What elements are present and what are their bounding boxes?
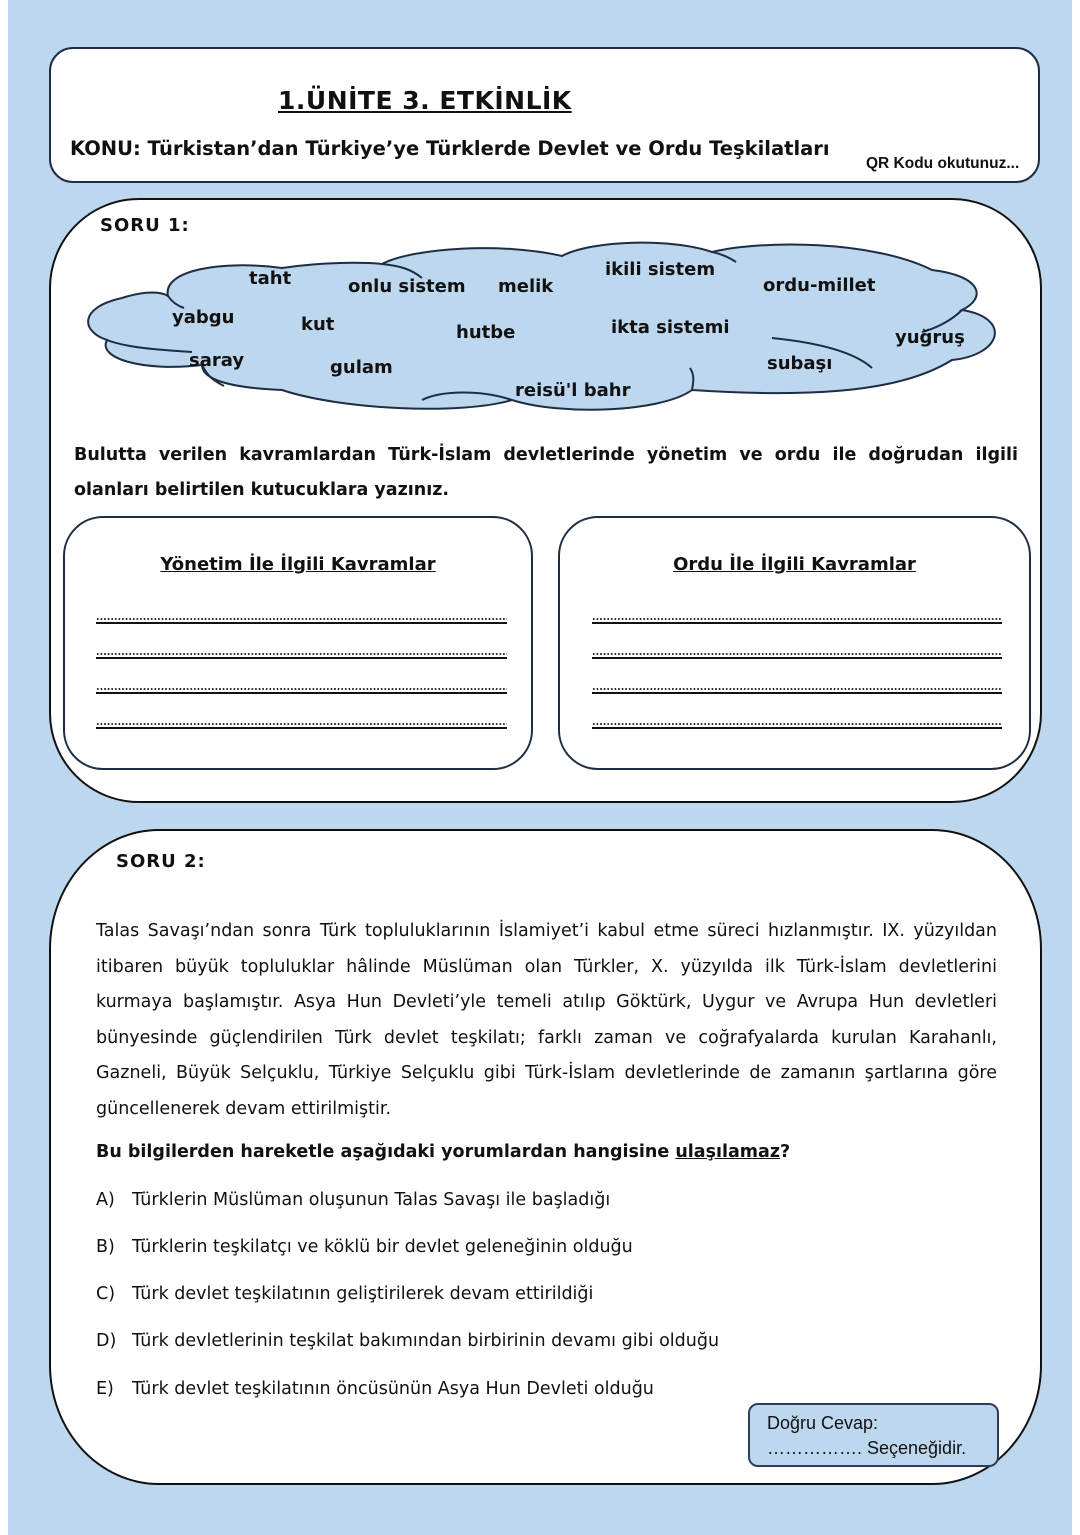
question-stem-prefix: Bu bilgilerden hareketle aşağıdaki yorumlardan hangisine [96,1142,676,1162]
option-c[interactable] [96,1284,593,1304]
answer-line[interactable] [592,727,1002,729]
option-e[interactable] [96,1379,654,1399]
option-letter: D) [96,1331,117,1351]
answer-line[interactable] [96,692,507,694]
army-box-title: Ordu İle İlgili Kavramlar [673,554,916,575]
option-text: Türklerin Müslüman oluşunun Talas Savaşı ile başladığı [132,1190,611,1210]
cloud-word: gulam [330,357,393,378]
answer-line[interactable] [592,657,1002,659]
cloud-word: kut [301,314,335,335]
cloud-word: onlu sistem [348,276,466,297]
option-d[interactable] [96,1331,719,1351]
question-2-stem [96,1142,790,1162]
cloud-word: taht [249,268,292,289]
correct-answer-blank: ……………. Seçeneğidir. [767,1438,967,1458]
correct-answer-card[interactable] [748,1403,999,1467]
correct-answer-label: Doğru Cevap: [767,1413,879,1433]
cloud-word: ikili sistem [605,259,716,280]
question-1-instruction: Bulutta verilen kavramlardan Türk-İslam devletlerinde yönetim ve ordu ile doğrudan ilgili olanları belirtilen kutucuklara yazınız. [74,445,1018,500]
option-text: Türklerin teşkilatçı ve köklü bir devlet geleneğinin olduğu [132,1237,633,1257]
answer-line[interactable] [592,622,1002,624]
governance-box-title: Yönetim İle İlgili Kavramlar [160,554,436,575]
cloud-word: ordu-millet [763,275,876,296]
option-text: Türk devletlerinin teşkilat bakımından birbirinin devamı gibi olduğu [132,1331,720,1351]
option-text: Türk devlet teşkilatının öncüsünün Asya Hun Devleti olduğu [132,1379,654,1399]
answer-line[interactable] [96,657,507,659]
cloud-word: subaşı [767,353,833,374]
option-letter: A) [96,1190,115,1210]
cloud-word: reisü'l bahr [515,380,631,401]
cloud-word: hutbe [456,322,516,343]
answer-line[interactable] [592,692,1002,694]
option-text: Türk devlet teşkilatının geliştirilerek devam ettirildiği [132,1284,594,1304]
cloud-word: ikta sistemi [611,317,730,338]
army-concepts-box [558,516,1031,770]
question-stem-suffix: ? [780,1142,791,1162]
cloud-word: yuğruş [895,327,965,348]
option-letter: B) [96,1237,115,1257]
option-b[interactable] [96,1237,633,1257]
question-stem-emphasis: ulaşılamaz [675,1142,781,1162]
governance-concepts-box [63,516,533,770]
option-letter: E) [96,1379,114,1399]
option-a[interactable] [96,1190,610,1210]
answer-line[interactable] [96,622,507,624]
question-2-label: SORU 2: [116,851,206,872]
cloud-word: saray [189,350,245,371]
question-2-paragraph: Talas Savaşı’ndan sonra Türk topluluklarının İslamiyet’i kabul etme süreci hızlanmıştır. IX. yüzyıldan itibaren büyük topluluklar hâlinde Müslüman olan Türkler, X. yüzyılda ilk Türk-İslam devletlerini kurmaya başlamıştır. Asya Hun Devleti’yle temeli atılıp Göktürk, Uygur ve Avrupa Hun devletleri bünyesinde güçlendirilen Türk devlet teşkilatı; farklı zaman ve coğrafyalarda kurulan Karahanlı, Gazneli, Büyük Selçuklu, Türkiye Selçuklu gibi Türk-İslam devletlerinde de zamanın şartlarına göre güncellenerek devam ettirilmiştir. [96,921,997,1119]
unit-title: 1.ÜNİTE 3. ETKİNLİK [278,86,572,115]
topic-line: KONU: Türkistan’dan Türkiye’ye Türklerde Devlet ve Ordu Teşkilatları [70,137,830,160]
answer-line[interactable] [96,727,507,729]
option-letter: C) [96,1284,116,1304]
qr-note: QR Kodu okutunuz... [866,155,1020,172]
question-1-label: SORU 1: [100,215,190,236]
cloud-word: melik [498,276,554,297]
cloud-word: yabgu [172,307,235,328]
